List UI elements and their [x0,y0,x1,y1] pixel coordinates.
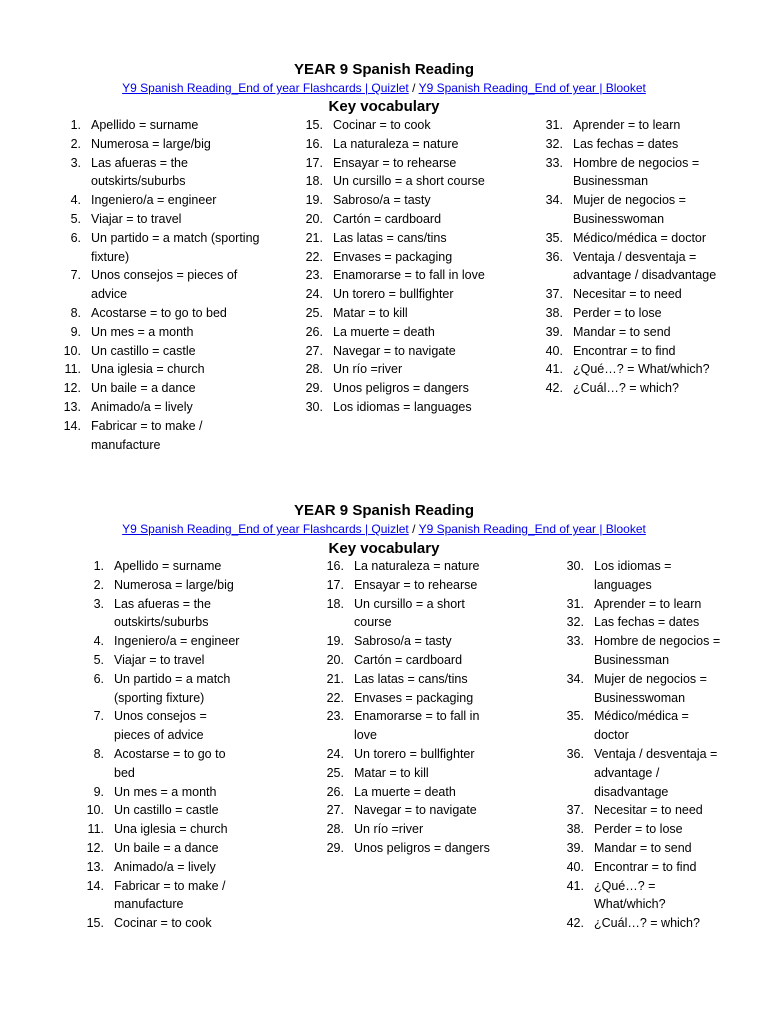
item-text: Un mes = a month [114,784,217,799]
vocab-item [562,707,722,745]
resource-links [0,80,768,96]
vocab-item [59,342,269,361]
vocab-item [562,595,722,614]
resource-links [0,521,768,537]
item-text: Un castillo = castle [91,343,196,358]
item-text: La muerte = death [333,324,435,339]
item-text: Las latas = cans/tins [354,671,468,686]
item-text: Enamorarse = to fall in love [333,268,485,283]
item-text: Ingeniero/a = engineer [114,634,240,649]
item-number: 1. [70,118,81,132]
vocab-item [562,839,722,858]
item-number: 25. [326,765,344,780]
item-number: 4. [93,634,104,649]
item-text: Ensayar = to rehearse [333,155,457,170]
item-text: La muerte = death [354,784,456,799]
item-text: Un mes = a month [91,324,194,339]
item-number: 15. [86,916,104,931]
item-text: Enamorarse = to fall in love [354,709,480,743]
item-number: 28. [326,822,344,837]
item-text: Matar = to kill [333,305,408,320]
vocab-item [301,360,511,379]
vocab-item [562,877,722,915]
item-number: 35. [566,709,584,724]
vocab-item [562,801,722,820]
item-text: Navegar = to navigate [354,803,477,818]
item-number: 41. [545,362,563,377]
item-number: 3. [70,155,81,170]
item-number: 29. [326,840,344,855]
item-text: Un partido = a match (sporting fixture) [91,230,260,264]
item-number: 36. [566,746,584,761]
item-text: Ingeniero/a = engineer [91,193,217,208]
vocab-column-2 [322,557,492,858]
vocab-item [562,820,722,839]
item-text: Cocinar = to cook [114,916,212,931]
item-text: ¿Qué…? = What/which? [594,878,666,912]
vocab-heading: Key vocabulary [328,540,440,557]
item-number: 21. [326,671,344,686]
item-text: Un río =river [354,822,424,837]
item-text: Perder = to lose [594,822,683,837]
item-number: 3. [93,596,104,611]
item-number: 32. [545,136,563,151]
item-text: Hombre de negocios = Businessman [573,155,700,189]
vocab-item [322,632,492,651]
vocab-item [322,651,492,670]
item-number: 11. [87,822,104,837]
item-number: 38. [545,305,563,320]
item-number: 18. [305,174,323,189]
vocab-item [562,613,722,632]
item-number: 34. [566,671,584,686]
vocab-item [59,135,269,154]
item-text: Cartón = cardboard [354,652,463,667]
vocab-item [322,839,492,858]
vocab-item [301,191,511,210]
item-text: ¿Cuál…? = which? [573,381,679,396]
item-number: 26. [326,784,344,799]
vocab-item [301,154,511,173]
vocab-item [82,595,242,633]
vocab-item [562,914,722,933]
item-text: ¿Qué…? = What/which? [573,362,710,377]
item-number: 9. [70,324,81,339]
item-number: 20. [326,652,344,667]
vocab-item [82,783,242,802]
item-text: Un cursillo = a short course [354,596,465,630]
item-number: 7. [93,709,104,724]
vocab-item [301,116,511,135]
vocab-item [82,801,242,820]
vocab-item [301,210,511,229]
item-number: 27. [326,803,344,818]
item-number: 13. [63,399,81,414]
vocab-item [301,135,511,154]
item-number: 38. [566,822,584,837]
vocab-item [562,632,722,670]
item-text: Apellido = surname [91,118,199,132]
item-number: 11. [64,362,81,377]
item-text: Un cursillo = a short course [333,174,485,189]
item-number: 10. [63,343,81,358]
item-text: Un baile = a dance [91,381,196,396]
item-number: 17. [326,577,344,592]
quizlet-link[interactable]: Y9 Spanish Reading_End of year Flashcards | Quizlet [122,522,409,536]
vocab-item [301,248,511,267]
item-number: 10. [86,803,104,818]
vocab-item [59,210,269,229]
item-number: 37. [566,803,584,818]
item-number: 42. [566,916,584,931]
vocab-item [301,379,511,398]
item-number: 17. [305,155,323,170]
item-number: 14. [63,418,81,433]
item-number: 33. [566,634,584,649]
vocab-item [541,360,731,379]
item-number: 22. [305,249,323,264]
vocab-item [59,398,269,417]
vocab-column-3 [541,116,731,398]
item-text: Numerosa = large/big [91,136,211,151]
vocab-item [541,285,731,304]
item-number: 37. [545,287,563,302]
item-text: Las latas = cans/tins [333,230,447,245]
item-text: Los idiomas = languages [594,559,672,592]
item-number: 39. [545,324,563,339]
blooket-link[interactable]: Y9 Spanish Reading_End of year | Blooket [418,81,646,95]
item-text: La naturaleza = nature [354,559,480,573]
vocab-item [59,266,269,304]
item-text: Encontrar = to find [573,343,676,358]
item-number: 23. [305,268,323,283]
item-number: 5. [70,211,81,226]
item-text: Fabricar = to make / manufacture [91,418,203,452]
vocab-item [82,576,242,595]
item-text: Un castillo = castle [114,803,219,818]
vocab-item [322,764,492,783]
vocab-item [322,576,492,595]
item-number: 22. [326,690,344,705]
item-text: Mandar = to send [594,840,692,855]
item-text: Ventaja / desventaja = advantage / disadvantage [594,746,718,799]
vocab-item [82,632,242,651]
vocab-item [82,670,242,708]
item-number: 35. [545,230,563,245]
link-separator: / [408,81,419,95]
vocab-item [59,304,269,323]
vocab-item [301,323,511,342]
vocab-item [82,745,242,783]
item-text: Las afueras = the outskirts/suburbs [114,596,211,630]
blooket-link[interactable]: Y9 Spanish Reading_End of year | Blooket [418,522,646,536]
vocab-item [541,135,731,154]
vocab-item [301,285,511,304]
item-number: 16. [305,136,323,151]
vocab-item [562,858,722,877]
vocab-item [301,229,511,248]
item-number: 30. [566,559,584,573]
vocab-item [322,595,492,633]
vocab-item [59,417,269,455]
item-text: La naturaleza = nature [333,136,459,151]
sheet-title: YEAR 9 Spanish Reading [293,502,475,519]
vocab-item [301,266,511,285]
item-number: 8. [93,746,104,761]
vocab-item [82,557,242,576]
item-text: Animado/a = lively [91,399,193,414]
item-text: Matar = to kill [354,765,429,780]
vocab-column-1 [59,116,269,454]
vocab-item [541,191,731,229]
vocab-item [322,801,492,820]
vocab-item [322,557,492,576]
item-text: Acostarse = to go to bed [114,746,226,780]
item-text: Perder = to lose [573,305,662,320]
item-text: Unos peligros = dangers [333,381,469,396]
item-number: 5. [93,652,104,667]
item-text: Sabroso/a = tasty [354,634,452,649]
item-text: Necesitar = to need [573,287,682,302]
item-text: Un baile = a dance [114,840,219,855]
item-number: 36. [545,249,563,264]
vocab-column-3 [562,557,722,933]
vocab-item [541,323,731,342]
vocab-item [322,745,492,764]
link-separator: / [408,522,419,536]
item-text: Aprender = to learn [573,118,681,132]
item-text: Envases = packaging [333,249,453,264]
item-text: Las fechas = dates [573,136,679,151]
item-text: Viajar = to travel [91,211,182,226]
vocab-item [82,877,242,915]
item-number: 30. [305,399,323,414]
vocab-item [59,191,269,210]
item-text: Acostarse = to go to bed [91,305,227,320]
item-number: 7. [70,268,81,283]
quizlet-link[interactable]: Y9 Spanish Reading_End of year Flashcards | Quizlet [122,81,409,95]
vocab-item [541,379,731,398]
item-number: 32. [566,615,584,630]
vocab-item [562,557,722,595]
item-number: 1. [93,559,104,573]
item-number: 19. [326,634,344,649]
vocab-column-2 [301,116,511,417]
vocab-item [562,670,722,708]
item-text: Unos peligros = dangers [354,840,490,855]
item-number: 26. [305,324,323,339]
sheet-title: YEAR 9 Spanish Reading [293,61,475,78]
item-text: Ensayar = to rehearse [354,577,478,592]
item-number: 25. [305,305,323,320]
vocab-item [82,707,242,745]
item-text: Numerosa = large/big [114,577,234,592]
vocab-item [541,154,731,192]
item-number: 2. [70,136,81,151]
item-text: Animado/a = lively [114,859,216,874]
item-text: Navegar = to navigate [333,343,456,358]
item-number: 12. [63,381,81,396]
item-number: 18. [326,596,344,611]
vocab-item [82,820,242,839]
item-text: Apellido = surname [114,559,222,573]
vocab-item [82,651,242,670]
item-number: 27. [305,343,323,358]
item-number: 41. [566,878,584,893]
item-text: Un torero = bullfighter [354,746,475,761]
item-text: Mujer de negocios = Businesswoman [573,193,686,226]
item-text: Cocinar = to cook [333,118,431,132]
item-number: 13. [86,859,104,874]
item-number: 4. [70,193,81,208]
vocab-item [322,820,492,839]
item-number: 2. [93,577,104,592]
vocab-item [59,116,269,135]
vocab-item [322,670,492,689]
item-number: 39. [566,840,584,855]
item-text: Viajar = to travel [114,652,205,667]
item-text: Médico/médica = doctor [573,230,707,245]
vocab-item [82,858,242,877]
item-text: Unos consejos = pieces of advice [114,709,207,743]
vocab-item [322,689,492,708]
vocab-item [301,304,511,323]
item-number: 29. [305,381,323,396]
vocab-item [541,248,731,286]
vocab-item [82,914,242,933]
item-number: 40. [566,859,584,874]
item-text: Un torero = bullfighter [333,287,454,302]
item-number: 40. [545,343,563,358]
vocab-item [59,379,269,398]
item-number: 42. [545,381,563,396]
item-text: Aprender = to learn [594,596,702,611]
vocab-item [541,304,731,323]
item-number: 20. [305,211,323,226]
item-text: Unos consejos = pieces of advice [91,268,238,302]
item-text: Mandar = to send [573,324,671,339]
vocab-item [59,360,269,379]
item-number: 31. [545,118,563,132]
vocab-item [301,398,511,417]
item-text: Un partido = a match (sporting fixture) [114,671,231,705]
item-number: 19. [305,193,323,208]
vocab-item [541,229,731,248]
item-text: Ventaja / desventaja = advantage / disadvantage [573,249,717,283]
vocab-column-1 [82,557,242,933]
item-number: 23. [326,709,344,724]
item-text: Necesitar = to need [594,803,703,818]
vocab-item [301,172,511,191]
vocab-heading: Key vocabulary [328,98,440,115]
item-number: 21. [305,230,323,245]
item-text: Un río =river [333,362,403,377]
vocab-item [322,783,492,802]
vocab-item [301,342,511,361]
item-text: Encontrar = to find [594,859,697,874]
item-number: 28. [305,362,323,377]
item-text: Las afueras = the outskirts/suburbs [91,155,188,189]
item-number: 16. [326,559,344,573]
item-number: 15. [305,118,323,132]
item-number: 33. [545,155,563,170]
item-number: 34. [545,193,563,208]
vocab-item [82,839,242,858]
item-number: 12. [86,840,104,855]
item-text: ¿Cuál…? = which? [594,916,700,931]
item-text: Sabroso/a = tasty [333,193,431,208]
item-number: 24. [305,287,323,302]
item-text: Mujer de negocios = Businesswoman [594,671,707,705]
item-number: 6. [70,230,81,245]
item-text: Hombre de negocios = Businessman [594,634,721,667]
item-text: Envases = packaging [354,690,474,705]
item-number: 31. [566,596,584,611]
vocab-item [59,154,269,192]
item-text: Una iglesia = church [114,822,228,837]
vocab-item [562,745,722,801]
item-text: Los idiomas = languages [333,399,472,414]
item-number: 9. [93,784,104,799]
vocab-item [541,342,731,361]
item-number: 24. [326,746,344,761]
item-text: Las fechas = dates [594,615,700,630]
vocab-item [541,116,731,135]
vocab-item [59,229,269,267]
vocab-item [322,707,492,745]
vocab-item [59,323,269,342]
item-number: 6. [93,671,104,686]
item-text: Médico/médica = doctor [594,709,689,743]
item-text: Cartón = cardboard [333,211,442,226]
item-number: 14. [86,878,104,893]
item-text: Una iglesia = church [91,362,205,377]
item-number: 8. [70,305,81,320]
item-text: Fabricar = to make / manufacture [114,878,226,912]
